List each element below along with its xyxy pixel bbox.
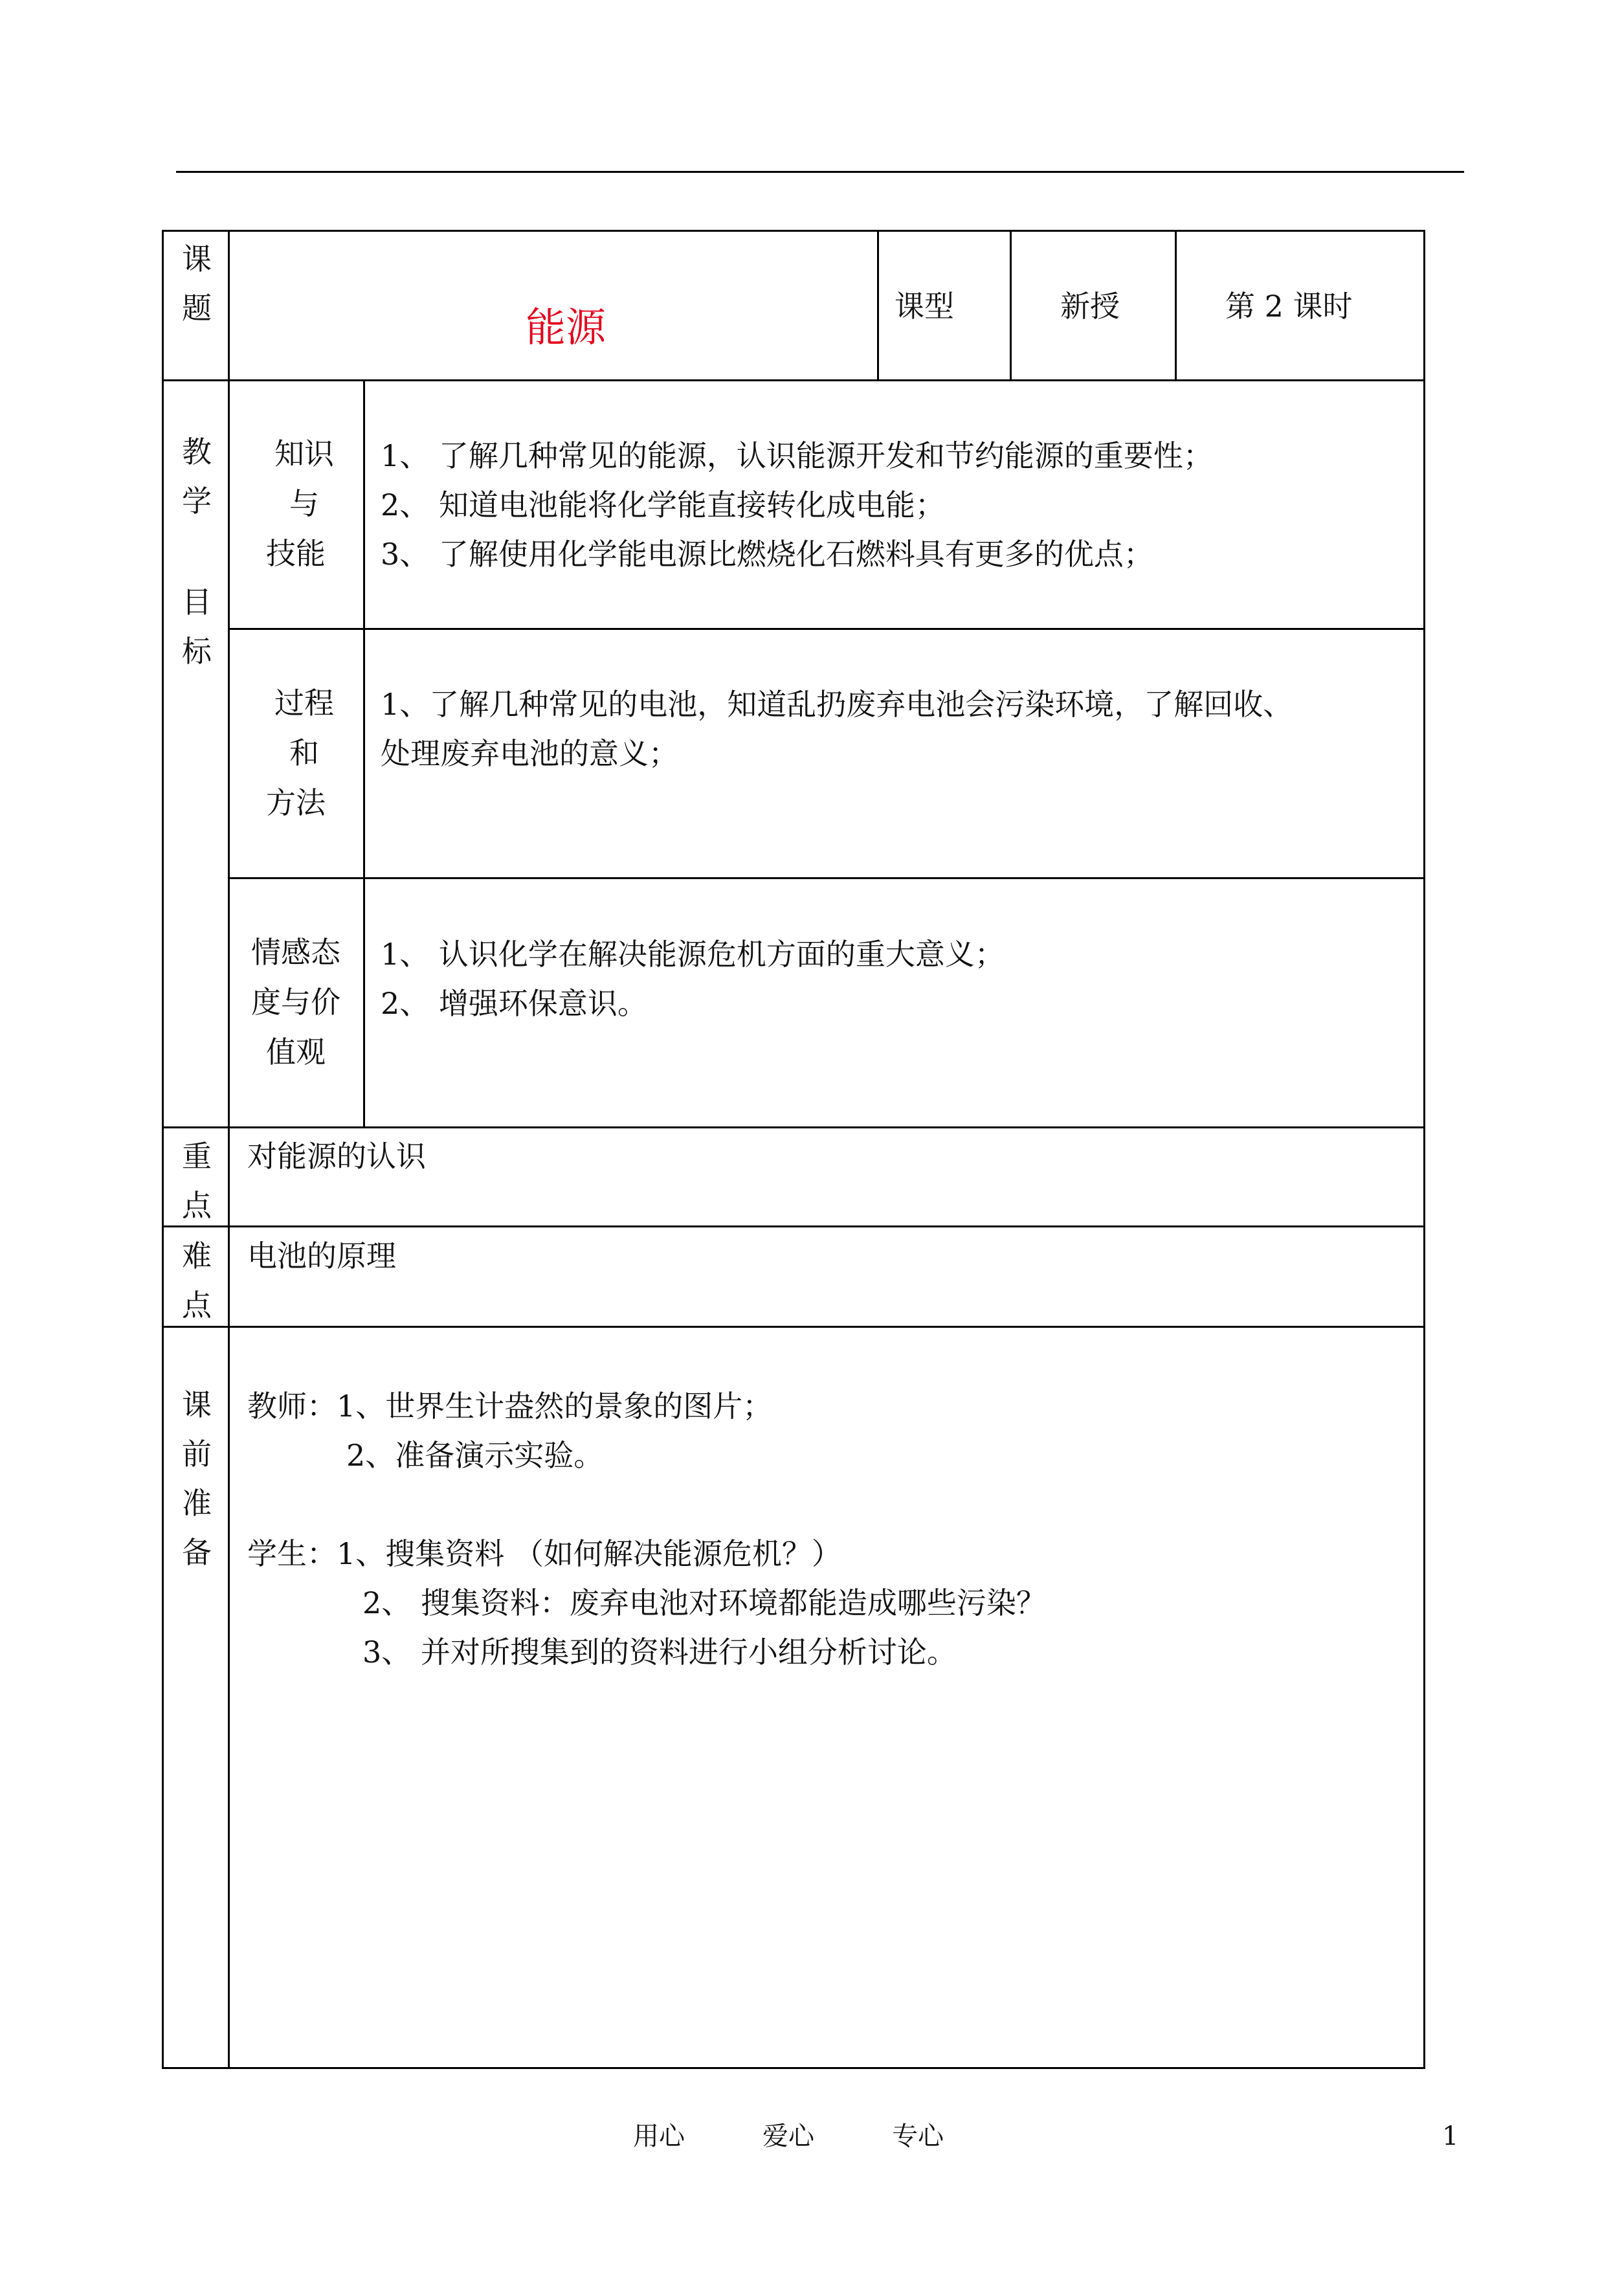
table-border (1010, 230, 1012, 381)
key-point-text: 对能源的认识 (247, 1139, 426, 1174)
teacher-line: 教师：1、世界生计盎然的景象的图片； (247, 1389, 773, 1424)
table-border (1175, 230, 1177, 381)
attitude-category-line: 情感态 (251, 935, 340, 970)
student-line: 3、 并对所搜集到的资料进行小组分析讨论。 (362, 1635, 957, 1670)
table-border (162, 1326, 1425, 1328)
process-category-line: 过程 (274, 686, 334, 721)
table-border (162, 230, 1425, 232)
attitude-category-line: 值观 (266, 1035, 326, 1069)
objectives-label-top: 教学 (182, 434, 212, 519)
student-line: 2、 搜集资料：废弃电池对环境都能造成哪些污染？ (362, 1585, 1046, 1620)
table-border (1423, 230, 1425, 2069)
teacher-line: 2、准备演示实验。 (346, 1438, 604, 1473)
attitude-category-line: 度与价 (251, 985, 340, 1020)
difficulty-label: 难点 (182, 1238, 212, 1323)
table-border (162, 230, 164, 2069)
ke-xing-value: 新授 (1060, 289, 1120, 324)
knowledge-category-line: 技能 (266, 536, 326, 571)
table-border (162, 1126, 1425, 1128)
attitude-item: 1、 认识化学在解决能源危机方面的重大意义； (381, 937, 1005, 972)
process-line: 处理废弃电池的意义； (381, 736, 678, 771)
footer-motto: 用心 (633, 2121, 685, 2151)
header-rule (176, 171, 1464, 173)
process-line: 1、了解几种常见的电池，知道乱扔废弃电池会污染环境，了解回收、 (381, 687, 1293, 722)
lesson-title: 能源 (526, 304, 606, 351)
objectives-label-bottom: 目标 (182, 585, 212, 669)
student-line: 学生：1、搜集资料 （如何解决能源危机？） (247, 1536, 841, 1571)
knowledge-category-line: 与 (289, 486, 319, 521)
knowledge-category-line: 知识 (274, 436, 334, 471)
knowledge-item: 1、 了解几种常见的能源，认识能源开发和节约能源的重要性； (381, 438, 1213, 473)
ke-ti-label: 课题 (182, 241, 212, 326)
table-border (228, 877, 1425, 879)
knowledge-item: 3、 了解使用化学能电源比燃烧化石燃料具有更多的优点； (381, 537, 1153, 572)
period-label: 第 2 课时 (1225, 289, 1353, 324)
footer-motto: 专心 (892, 2121, 944, 2151)
page-number: 1 (1442, 2121, 1459, 2151)
key-point-label: 重点 (182, 1139, 212, 1223)
table-border (162, 1225, 1425, 1227)
process-category-line: 和 (289, 735, 319, 770)
ke-xing-label: 课型 (895, 289, 954, 324)
footer-motto: 爱心 (762, 2121, 814, 2151)
table-border (877, 230, 879, 381)
preparation-label: 课前准备 (182, 1387, 212, 1570)
attitude-item: 2、 增强环保意识。 (381, 986, 647, 1021)
table-border (228, 628, 1425, 630)
process-category-line: 方法 (266, 785, 326, 820)
difficulty-text: 电池的原理 (247, 1238, 396, 1273)
table-border (162, 379, 1425, 381)
table-border (363, 379, 365, 1128)
knowledge-item: 2、 知道电池能将化学能直接转化成电能； (381, 487, 945, 522)
table-border (162, 2067, 1425, 2069)
table-border (228, 230, 230, 2069)
